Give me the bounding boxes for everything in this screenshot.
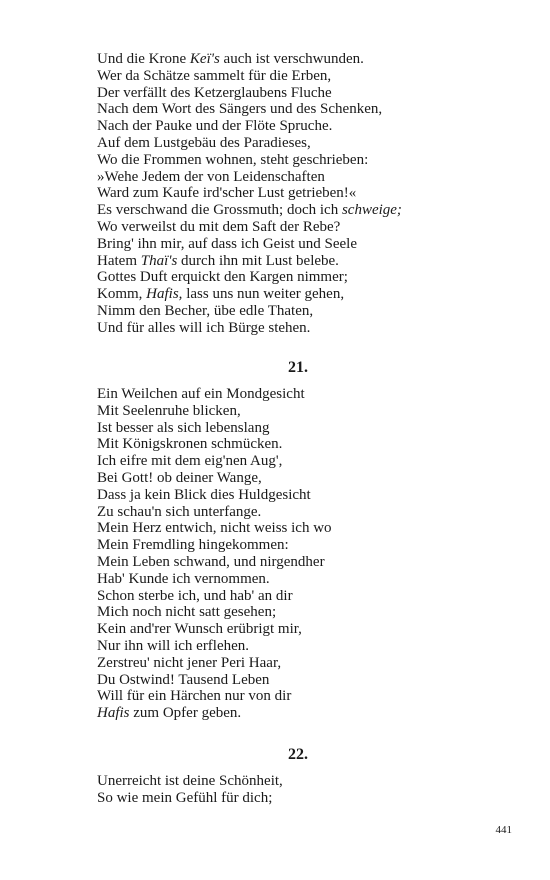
- verse-line: [97, 604, 497, 621]
- verse-text: Ist besser als sich lebenslang: [97, 419, 270, 436]
- verse-line: [97, 705, 497, 722]
- verse-line: [97, 386, 497, 403]
- poem-22-stanza: [97, 773, 497, 807]
- verse-line: [97, 655, 497, 672]
- verse-line: [97, 85, 497, 102]
- verse-text: zum Opfer geben.: [129, 705, 242, 722]
- verse-text: Nach der Pauke und der Flöte Spruche.: [97, 118, 333, 135]
- poem-21-stanza: [97, 386, 497, 722]
- verse-text: Ein Weilchen auf ein Mondgesicht: [97, 386, 305, 402]
- verse-line: [97, 520, 497, 537]
- verse-text: Zerstreu' nicht jener Peri Haar,: [97, 654, 282, 671]
- page-number: 441: [495, 824, 512, 836]
- verse-text: Gottes Duft erquickt den Kargen nimmer;: [97, 269, 348, 286]
- verse-line: [97, 269, 497, 286]
- verse-line: [97, 487, 497, 504]
- verse-text: Und die Krone: [97, 51, 190, 67]
- verse-line: [97, 621, 497, 638]
- verse-text: Mein Leben schwand, und nirgendher: [97, 553, 325, 570]
- verse-text: Zu schau'n sich unterfange.: [97, 503, 262, 520]
- verse-italic-text: Thaï's: [140, 252, 178, 269]
- verse-text: Schon sterbe ich, und hab' an dir: [97, 587, 293, 604]
- verse-line: [97, 638, 497, 655]
- verse-text: Hab' Kunde ich vernommen.: [97, 570, 270, 587]
- verse-line: [97, 253, 497, 270]
- verse-line: [97, 303, 497, 320]
- verse-text: »Wehe Jedem der von Leidenschaften: [97, 168, 325, 185]
- verse-text: Kein and'rer Wunsch erübrigt mir,: [97, 621, 302, 638]
- verse-text: Mein Fremdling hingekommen:: [97, 537, 289, 554]
- poem-number-22: 22.: [288, 746, 308, 763]
- verse-line: [97, 135, 497, 152]
- verse-text: durch ihn mit Lust belebe.: [177, 252, 339, 269]
- verse-text: Nur ihn will ich erflehen.: [97, 637, 250, 654]
- verse-text: Unerreicht ist deine Schönheit,: [97, 773, 283, 789]
- verse-line: [97, 790, 497, 807]
- verse-line: [97, 688, 497, 705]
- verse-text: Nimm den Becher, übe edle Thaten,: [97, 302, 314, 319]
- verse-line: [97, 588, 497, 605]
- poem-number-21: 21.: [288, 359, 308, 376]
- verse-line: [97, 101, 497, 118]
- verse-text: Der verfällt des Ketzerglaubens Fluche: [97, 84, 332, 101]
- verse-text: Wer da Schätze sammelt für die Erben,: [97, 67, 332, 84]
- verse-italic-text: Hafis,: [146, 286, 183, 303]
- verse-line: [97, 403, 497, 420]
- verse-line: [97, 571, 497, 588]
- verse-line: [97, 169, 497, 186]
- verse-text: Mit Königskronen schmücken.: [97, 436, 283, 453]
- verse-line: [97, 537, 497, 554]
- verse-text: Ich eifre mit dem eig'nen Aug',: [97, 453, 283, 470]
- verse-text: Mein Herz entwich, nicht weiss ich wo: [97, 520, 332, 537]
- verse-line: [97, 453, 497, 470]
- verse-text: Mich noch nicht satt gesehen;: [97, 604, 277, 621]
- verse-italic-text: Keï's: [189, 51, 220, 67]
- verse-text: Mit Seelenruhe blicken,: [97, 402, 241, 419]
- verse-italic-text: schweige;: [341, 202, 402, 219]
- verse-text: Ward zum Kaufe ird'scher Lust getrieben!«: [97, 185, 357, 202]
- verse-line: [97, 504, 497, 521]
- verse-text: Hatem: [97, 252, 141, 269]
- verse-text: So wie mein Gefühl für dich;: [97, 789, 273, 806]
- verse-text: Wo die Frommen wohnen, steht geschrieben:: [97, 151, 369, 168]
- verse-text: Du Ostwind! Tausend Leben: [97, 671, 270, 688]
- verse-line: [97, 68, 497, 85]
- verse-text: Und für alles will ich Bürge stehen.: [97, 319, 311, 336]
- verse-line: [97, 554, 497, 571]
- verse-text: auch ist verschwunden.: [219, 51, 364, 67]
- verse-text: Will für ein Härchen nur von dir: [97, 688, 292, 705]
- verse-line: [97, 286, 497, 303]
- verse-line: [97, 219, 497, 236]
- poem-stanza-continued: [97, 51, 497, 337]
- verse-line: [97, 118, 497, 135]
- verse-line: [97, 152, 497, 169]
- verse-line: [97, 202, 497, 219]
- verse-line: [97, 420, 497, 437]
- verse-text: Wo verweilst du mit dem Saft der Rebe?: [97, 218, 341, 235]
- verse-line: [97, 672, 497, 689]
- verse-italic-text: Hafis: [97, 705, 130, 722]
- verse-text: Bei Gott! ob deiner Wange,: [97, 469, 262, 486]
- verse-line: [97, 51, 497, 68]
- verse-text: lass uns nun weiter gehen,: [182, 286, 345, 303]
- verse-text: Dass ja kein Blick dies Huldgesicht: [97, 486, 311, 503]
- verse-line: [97, 773, 497, 790]
- verse-line: [97, 320, 497, 337]
- verse-line: [97, 436, 497, 453]
- verse-line: [97, 470, 497, 487]
- verse-text: Komm,: [97, 286, 147, 303]
- verse-text: Auf dem Lustgebäu des Paradieses,: [97, 134, 311, 151]
- verse-text: Bring' ihn mir, auf dass ich Geist und Seele: [97, 235, 357, 252]
- verse-text: Nach dem Wort des Sängers und des Schenken,: [97, 101, 383, 118]
- verse-line: [97, 236, 497, 253]
- verse-text: Es verschwand die Grossmuth; doch ich: [97, 202, 342, 219]
- verse-line: [97, 185, 497, 202]
